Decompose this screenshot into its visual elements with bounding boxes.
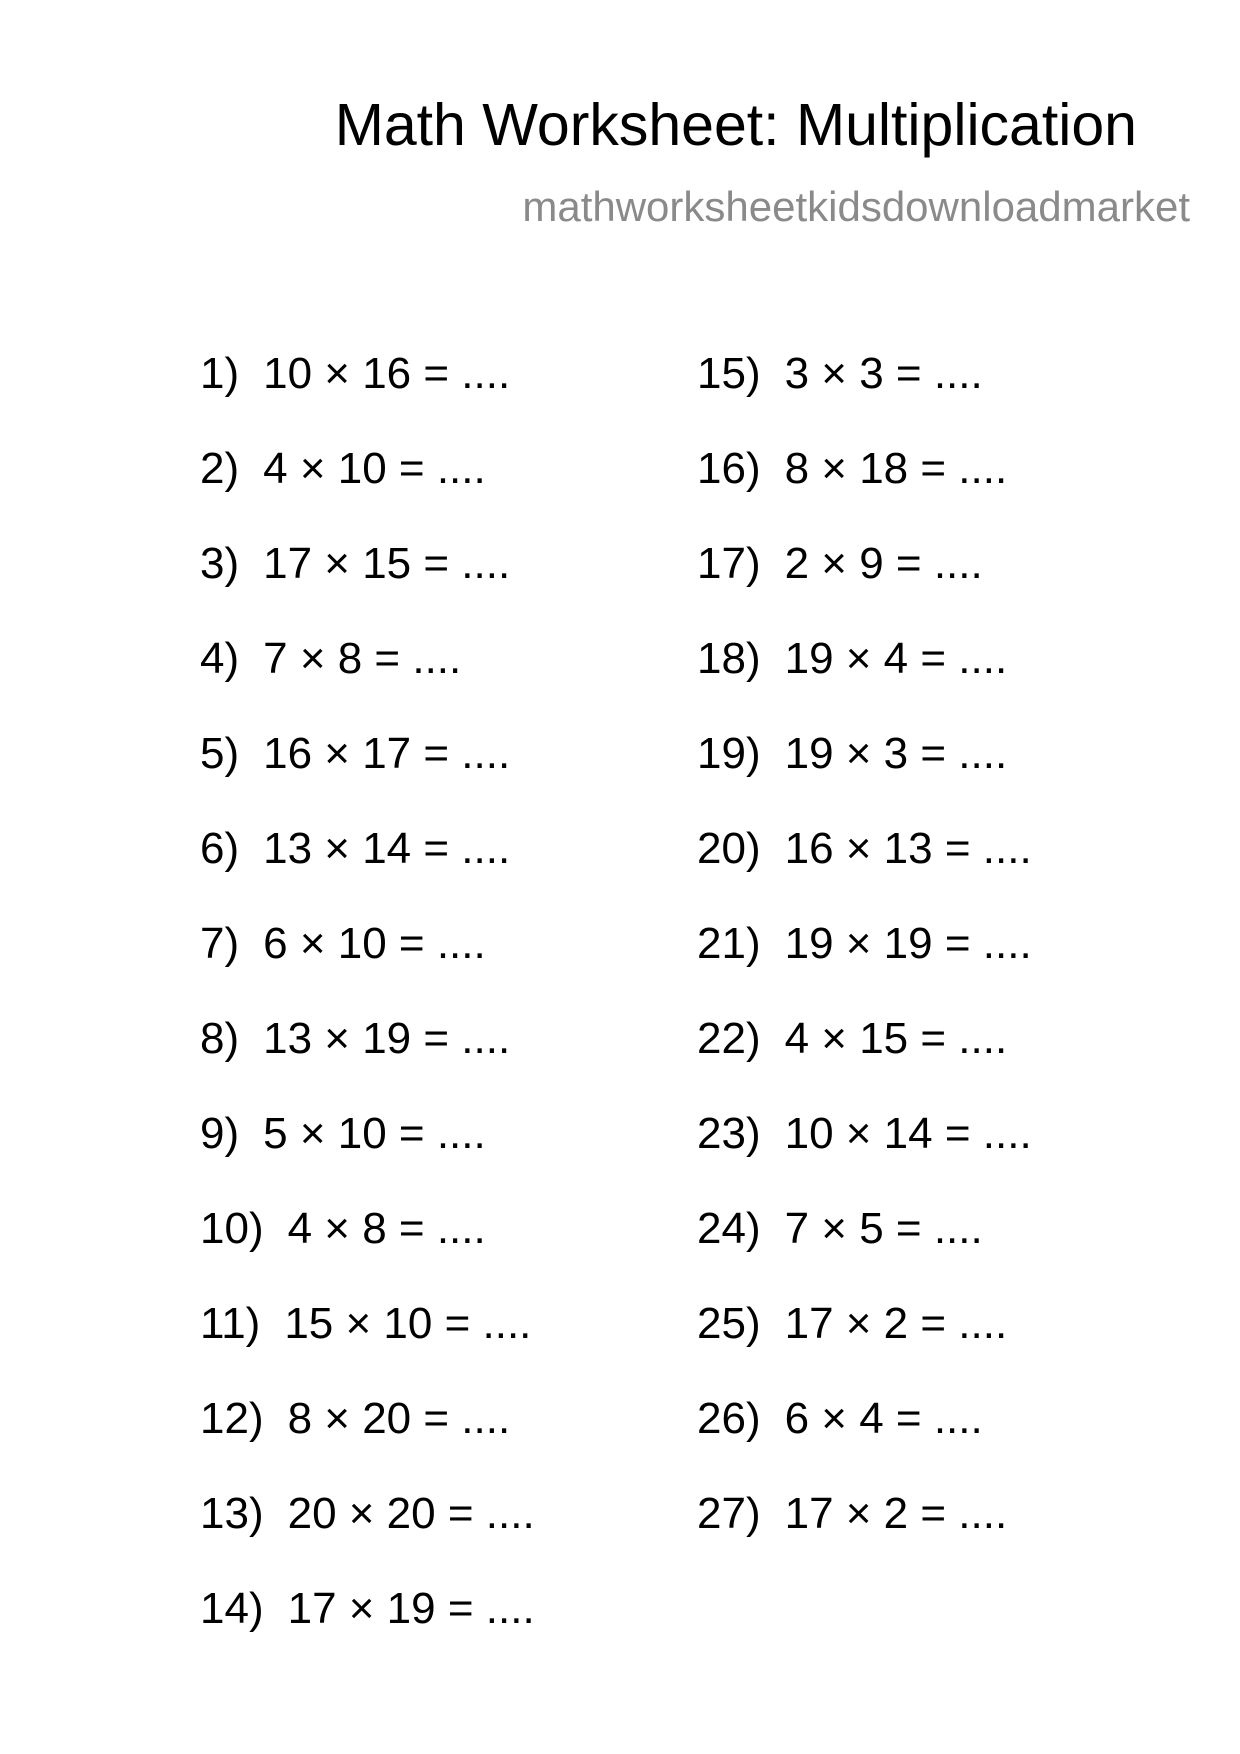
problem-number: 2) (200, 444, 240, 493)
problem-number: 23) (697, 1109, 761, 1158)
problem-number: 22) (697, 1014, 761, 1063)
problem-item (200, 1204, 535, 1302)
problem-number: 14) (200, 1584, 264, 1633)
problem-number: 6) (200, 824, 240, 873)
problem-item (200, 824, 535, 922)
problem-expression: 6 × 10 = .... (263, 919, 486, 968)
problem-expression: 7 × 8 = .... (263, 634, 462, 683)
problem-item (697, 1109, 1032, 1207)
problem-number: 19) (697, 729, 761, 778)
problem-item (200, 729, 535, 827)
problem-item (697, 349, 1032, 447)
problem-expression: 10 × 16 = .... (263, 349, 511, 398)
problem-number: 4) (200, 634, 240, 683)
problem-number: 13) (200, 1489, 264, 1538)
problem-expression: 17 × 2 = .... (784, 1299, 1008, 1348)
problem-expression: 20 × 20 = .... (287, 1489, 535, 1538)
problem-item (200, 1584, 535, 1682)
problem-expression: 2 × 9 = .... (784, 539, 983, 588)
problem-number: 7) (200, 919, 240, 968)
problem-expression: 4 × 8 = .... (287, 1204, 486, 1253)
problem-item (697, 824, 1032, 922)
problem-expression: 17 × 15 = .... (263, 539, 511, 588)
problem-number: 24) (697, 1204, 761, 1253)
problem-number: 5) (200, 729, 240, 778)
page-title: Math Worksheet: Multiplication (334, 92, 1137, 158)
problem-expression: 8 × 18 = .... (784, 444, 1008, 493)
problem-item (697, 634, 1032, 732)
problem-expression: 15 × 10 = .... (284, 1299, 532, 1348)
problem-expression: 16 × 13 = .... (784, 824, 1032, 873)
problem-item (200, 1014, 535, 1112)
page-subtitle: mathworksheetkidsdownloadmarket (522, 183, 1190, 230)
problem-expression: 19 × 3 = .... (784, 729, 1008, 778)
problem-item (200, 919, 535, 1017)
problem-expression: 17 × 2 = .... (784, 1489, 1008, 1538)
problem-expression: 13 × 14 = .... (263, 824, 511, 873)
problem-item (200, 1489, 535, 1587)
problem-item (697, 1299, 1032, 1397)
problem-number: 10) (200, 1204, 264, 1253)
problem-expression: 17 × 19 = .... (287, 1584, 535, 1633)
problem-item (697, 1014, 1032, 1112)
problem-expression: 4 × 15 = .... (784, 1014, 1008, 1063)
problem-number: 9) (200, 1109, 240, 1158)
problem-number: 26) (697, 1394, 761, 1443)
problem-column-left (200, 349, 535, 1682)
problem-item (200, 1109, 535, 1207)
problem-item (200, 1299, 535, 1397)
problem-expression: 19 × 4 = .... (784, 634, 1008, 683)
problem-column-right (697, 349, 1032, 1587)
problem-number: 12) (200, 1394, 264, 1443)
problem-expression: 10 × 14 = .... (784, 1109, 1032, 1158)
problem-expression: 13 × 19 = .... (263, 1014, 511, 1063)
problem-number: 15) (697, 349, 761, 398)
problem-item (697, 729, 1032, 827)
problem-expression: 7 × 5 = .... (784, 1204, 983, 1253)
problem-number: 3) (200, 539, 240, 588)
problem-expression: 3 × 3 = .... (784, 349, 983, 398)
problem-item (200, 634, 535, 732)
problem-item (697, 1204, 1032, 1302)
problem-item (697, 539, 1032, 637)
problem-expression: 5 × 10 = .... (263, 1109, 486, 1158)
problem-number: 18) (697, 634, 761, 683)
problem-item (697, 1489, 1032, 1587)
problem-item (697, 919, 1032, 1017)
problem-number: 1) (200, 349, 240, 398)
problem-item (200, 1394, 535, 1492)
problem-expression: 16 × 17 = .... (263, 729, 511, 778)
problem-item (200, 444, 535, 542)
problem-item (200, 349, 535, 447)
problem-number: 20) (697, 824, 761, 873)
problem-number: 11) (200, 1299, 261, 1348)
problem-number: 8) (200, 1014, 240, 1063)
problem-item (697, 1394, 1032, 1492)
problem-item (200, 539, 535, 637)
problem-number: 17) (697, 539, 761, 588)
problem-number: 27) (697, 1489, 761, 1538)
problem-expression: 4 × 10 = .... (263, 444, 486, 493)
problem-number: 25) (697, 1299, 761, 1348)
problem-number: 16) (697, 444, 761, 493)
problem-expression: 8 × 20 = .... (287, 1394, 511, 1443)
problem-item (697, 444, 1032, 542)
problem-expression: 6 × 4 = .... (784, 1394, 983, 1443)
problem-number: 21) (697, 919, 761, 968)
problem-expression: 19 × 19 = .... (784, 919, 1032, 968)
